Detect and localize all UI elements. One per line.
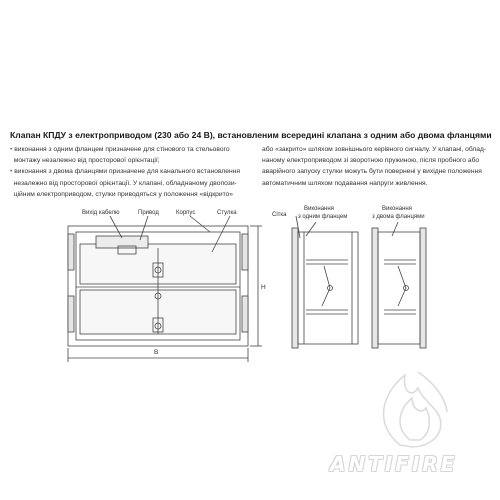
leader-line: [306, 222, 316, 236]
side-view-one-flange: [292, 216, 358, 348]
leader-line: [190, 216, 210, 232]
side-body: [378, 232, 420, 344]
label-one-flange-line1: Виконання: [304, 206, 334, 212]
text-line: • виконання з одним фланцем призначене для стінового та стельового: [10, 146, 230, 153]
flange: [372, 228, 378, 348]
text-line: наному електроприводом зі зворотною пружиною, після пробного або: [262, 157, 480, 165]
flange-tab: [68, 296, 74, 332]
text-line: монтажу незалежно від просторової орієнтації;: [13, 157, 160, 165]
label-body: Корпус: [176, 210, 196, 216]
label-two-flanges-line1: Виконання: [382, 206, 412, 212]
flange-tab: [242, 296, 248, 332]
flame-watermark-icon: [384, 372, 447, 447]
antifire-logo: ANTIFIRE: [330, 452, 458, 476]
flange: [292, 228, 298, 348]
label-mesh: Сітка: [272, 212, 287, 218]
leader-line: [110, 216, 122, 238]
label-blade: Стулка: [217, 210, 237, 216]
flange: [420, 228, 426, 348]
dimension-b-label: B: [154, 349, 159, 356]
text-line: або «закрито» шляхом зовнішнього керівного сигналу. У клапані, облад-: [262, 146, 487, 153]
leader-line: [392, 222, 398, 236]
section-heading: Клапан КПДУ з електроприводом (230 або 24 В), встановленим всередині клапана з одним або двома фланцями: [10, 130, 492, 140]
text-line: • виконання з двома фланцями призначене для канального встановлення: [10, 168, 241, 176]
side-view-two-flanges: [372, 222, 426, 348]
text-line: аварійного запуску стулки можуть бути повернені у вихідне положення: [262, 168, 482, 176]
side-body: [298, 232, 358, 344]
label-drive: Привод: [138, 210, 159, 216]
label-one-flange-line2: з одним фланцем: [298, 214, 348, 220]
text-line: ційним електроприводом, стулки приводяться у положення «відкрито»: [13, 190, 233, 198]
flange-tab: [68, 234, 74, 270]
flange-tab: [242, 234, 248, 270]
text-line: автоматичним шляхом подавання напруги живлення.: [262, 179, 428, 187]
label-cable-exit: Вихід кабелю: [82, 210, 120, 216]
label-two-flanges-line2: з двома фланцями: [372, 214, 425, 220]
text-line: незалежно від просторової орієнтації. У клапані, обладнаному двопози-: [13, 179, 237, 187]
front-view-drawing: [68, 216, 262, 362]
dimension-h-label: H: [261, 284, 266, 291]
